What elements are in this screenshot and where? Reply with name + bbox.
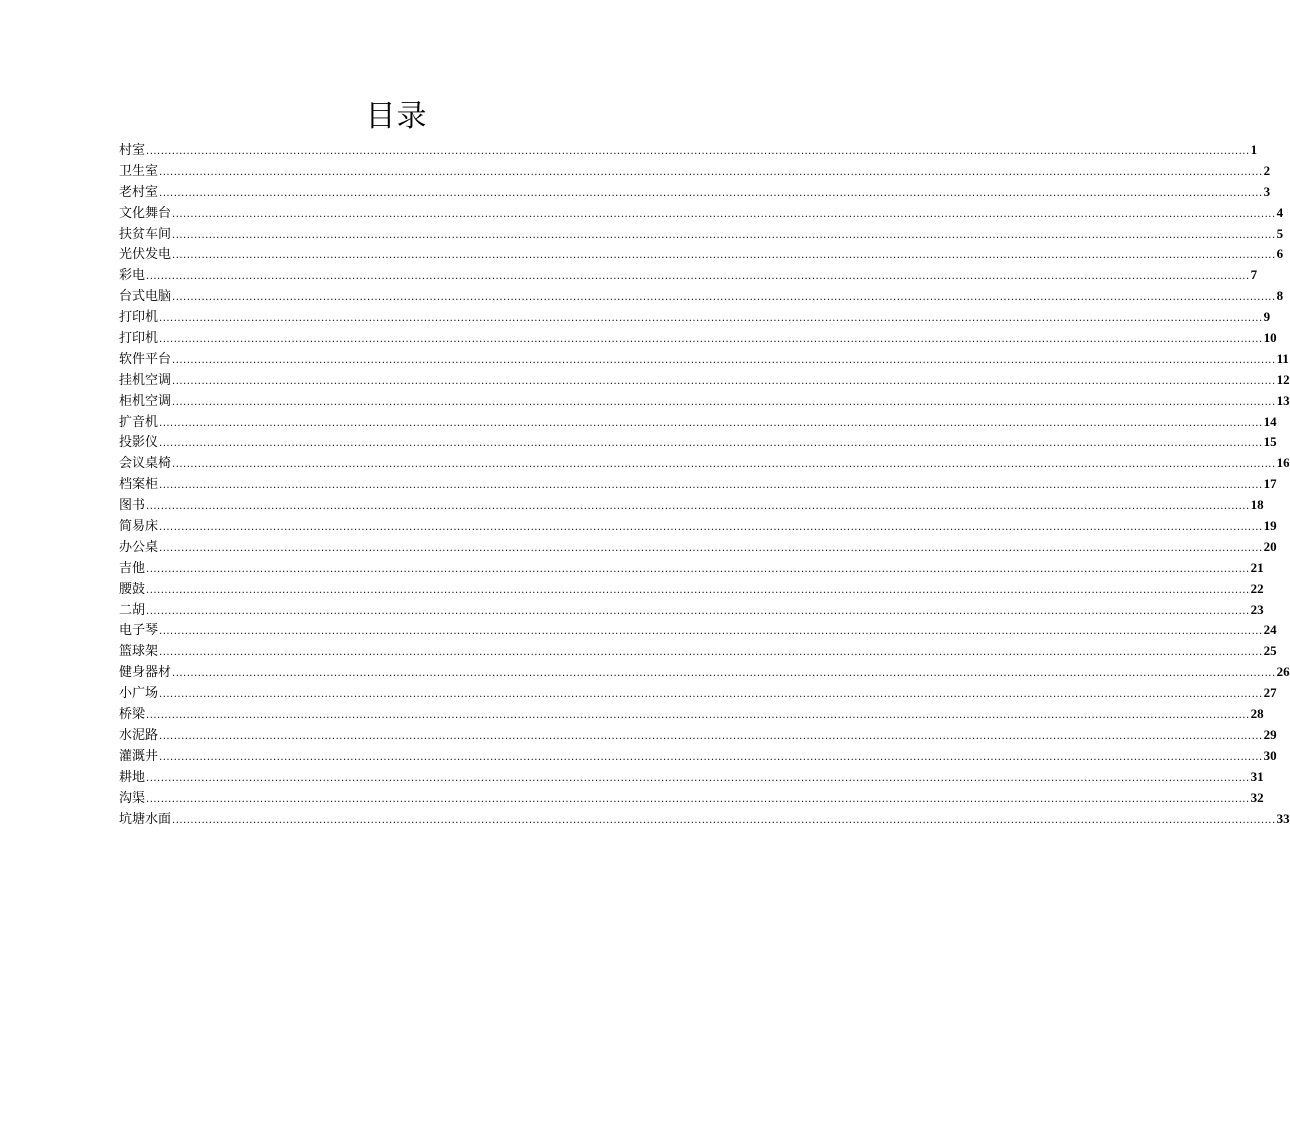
toc-entry-page-number: 19 xyxy=(1263,518,1277,534)
toc-entry-label: 健身器材 xyxy=(119,665,172,681)
toc-leader-dots: ............................................................................................................................................................................................................................................................................................................ xyxy=(146,146,1250,157)
toc-entry-label: 村室 xyxy=(119,143,146,158)
toc-entry[interactable] xyxy=(119,370,1290,391)
toc-entry-page-number: 13 xyxy=(1276,392,1290,408)
toc-entry[interactable] xyxy=(119,224,1284,245)
toc-entry[interactable] xyxy=(119,662,1290,683)
toc-leader-dots: ............................................................................................................................................................................................................................................................................................................ xyxy=(159,438,1263,450)
toc-entry-label: 投影仪 xyxy=(119,435,159,451)
toc-entry-page-number: 32 xyxy=(1250,789,1264,805)
toc-entry-page-number: 5 xyxy=(1276,225,1284,241)
toc-entry-page-number: 27 xyxy=(1263,685,1277,701)
toc-leader-dots: ............................................................................................................................................................................................................................................................................................................ xyxy=(159,166,1263,178)
toc-entry-page-number: 20 xyxy=(1263,538,1277,554)
toc-entry-label: 扶贫车间 xyxy=(119,226,172,242)
toc-leader-dots: ............................................................................................................................................................................................................................................................................................................ xyxy=(146,271,1250,283)
toc-entry-label: 沟渠 xyxy=(119,790,146,806)
toc-entry-label: 电子琴 xyxy=(119,623,159,639)
toc-entry-page-number: 31 xyxy=(1250,768,1264,784)
toc-entry-label: 办公桌 xyxy=(119,539,159,555)
toc-leader-dots: ............................................................................................................................................................................................................................................................................................................ xyxy=(146,772,1250,784)
toc-entry-label: 简易床 xyxy=(119,519,159,535)
toc-entry-label: 扩音机 xyxy=(119,414,159,430)
toc-entry-page-number: 4 xyxy=(1276,204,1284,220)
toc-entry-label: 打印机 xyxy=(119,310,159,326)
toc-entry[interactable] xyxy=(119,161,1271,182)
toc-entry[interactable] xyxy=(119,412,1277,433)
toc-entry-label: 光伏发电 xyxy=(119,247,172,263)
toc-entry-label: 吉他 xyxy=(119,560,146,576)
toc-entry-page-number: 24 xyxy=(1263,622,1277,638)
toc-entry-label: 水泥路 xyxy=(119,727,159,743)
toc-entry-page-number: 15 xyxy=(1263,434,1277,450)
toc-entry-page-number: 16 xyxy=(1276,455,1290,471)
toc-entry[interactable] xyxy=(119,495,1264,516)
toc-entry-label: 灌溉井 xyxy=(119,748,159,764)
toc-leader-dots: ............................................................................................................................................................................................................................................................................................................ xyxy=(159,626,1263,638)
toc-entry[interactable] xyxy=(119,203,1284,224)
toc-leader-dots: ............................................................................................................................................................................................................................................................................................................ xyxy=(172,668,1276,680)
toc-entry[interactable] xyxy=(119,746,1277,767)
toc-leader-dots: ............................................................................................................................................................................................................................................................................................................ xyxy=(159,313,1263,325)
toc-entry[interactable] xyxy=(119,265,1258,286)
toc-entry-label: 会议桌椅 xyxy=(119,456,172,472)
toc-leader-dots: ............................................................................................................................................................................................................................................................................................................ xyxy=(159,542,1263,554)
toc-leader-dots: ............................................................................................................................................................................................................................................................................................................ xyxy=(172,229,1276,241)
toc-entry[interactable] xyxy=(119,537,1277,558)
toc-entry-page-number: 12 xyxy=(1276,371,1290,387)
toc-leader-dots: ............................................................................................................................................................................................................................................................................................................ xyxy=(172,814,1276,826)
toc-entry-page-number: 3 xyxy=(1263,183,1271,199)
toc-entry-label: 图书 xyxy=(119,498,146,514)
toc-entry-label: 档案柜 xyxy=(119,477,159,493)
toc-entry[interactable] xyxy=(119,391,1290,412)
toc-entry[interactable] xyxy=(119,788,1264,809)
toc-entry[interactable] xyxy=(119,600,1264,621)
toc-leader-dots: ............................................................................................................................................................................................................................................................................................................ xyxy=(146,584,1250,596)
toc-entry-label: 文化舞台 xyxy=(119,205,172,221)
toc-entry[interactable] xyxy=(119,579,1264,600)
toc-leader-dots: ............................................................................................................................................................................................................................................................................................................ xyxy=(159,187,1263,199)
toc-entry[interactable] xyxy=(119,244,1284,265)
toc-leader-dots: ............................................................................................................................................................................................................................................................................................................ xyxy=(172,354,1276,366)
toc-entry-label: 耕地 xyxy=(119,769,146,785)
toc-entry[interactable] xyxy=(119,558,1264,579)
toc-entry-page-number: 25 xyxy=(1263,643,1277,659)
toc-leader-dots: ............................................................................................................................................................................................................................................................................................................ xyxy=(172,250,1276,262)
toc-entry-page-number: 10 xyxy=(1263,330,1277,346)
toc-entry-page-number: 2 xyxy=(1263,162,1271,178)
toc-entry[interactable] xyxy=(119,725,1277,746)
toc-leader-dots: ............................................................................................................................................................................................................................................................................................................ xyxy=(172,375,1276,387)
toc-leader-dots: ............................................................................................................................................................................................................................................................................................................ xyxy=(146,605,1250,617)
toc-entry-label: 软件平台 xyxy=(119,351,172,367)
toc-leader-dots: ............................................................................................................................................................................................................................................................................................................ xyxy=(172,396,1276,408)
toc-leader-dots: ............................................................................................................................................................................................................................................................................................................ xyxy=(159,647,1263,659)
toc-entry-page-number: 21 xyxy=(1250,559,1264,575)
toc-entry[interactable] xyxy=(119,349,1289,370)
toc-leader-dots: ............................................................................................................................................................................................................................................................................................................ xyxy=(172,459,1276,471)
toc-entry-label: 小广场 xyxy=(119,686,159,702)
toc-leader-dots: ............................................................................................................................................................................................................................................................................................................ xyxy=(172,208,1276,220)
toc-entry-label: 挂机空调 xyxy=(119,372,172,388)
toc-entry[interactable] xyxy=(119,704,1264,725)
toc-entry-label: 老村室 xyxy=(119,184,159,200)
toc-entry-label: 腰鼓 xyxy=(119,581,146,597)
toc-entry[interactable] xyxy=(119,516,1277,537)
toc-entry[interactable] xyxy=(119,767,1264,788)
toc-entry-page-number: 22 xyxy=(1250,580,1264,596)
toc-entry-page-number: 29 xyxy=(1263,726,1277,742)
toc-entry-label: 篮球架 xyxy=(119,644,159,660)
page-title: 目录 xyxy=(365,99,428,134)
toc-entry-page-number: 7 xyxy=(1250,267,1258,283)
toc-entry[interactable] xyxy=(119,641,1277,662)
toc-leader-dots: ............................................................................................................................................................................................................................................................................................................ xyxy=(159,480,1263,492)
toc-entry-label: 坑塘水面 xyxy=(119,811,172,827)
toc-leader-dots: ............................................................................................................................................................................................................................................................................................................ xyxy=(159,417,1263,429)
toc-leader-dots: ............................................................................................................................................................................................................................................................................................................ xyxy=(159,751,1263,763)
toc-entry-page-number: 6 xyxy=(1276,246,1284,262)
toc-leader-dots: ............................................................................................................................................................................................................................................................................................................ xyxy=(159,522,1263,534)
toc-entry-page-number: 33 xyxy=(1276,810,1290,826)
toc-entry[interactable] xyxy=(119,809,1290,830)
toc-entry[interactable] xyxy=(119,474,1277,495)
toc-entry-page-number: 18 xyxy=(1250,497,1264,513)
toc-entry[interactable] xyxy=(119,683,1277,704)
toc-entry-page-number: 30 xyxy=(1263,747,1277,763)
toc-leader-dots: ............................................................................................................................................................................................................................................................................................................ xyxy=(159,689,1263,701)
toc-leader-dots: ............................................................................................................................................................................................................................................................................................................ xyxy=(146,563,1250,575)
toc-entry-page-number: 28 xyxy=(1250,706,1264,722)
toc-entry[interactable] xyxy=(119,286,1284,307)
toc-entry[interactable] xyxy=(119,140,1258,161)
toc-entry-page-number: 17 xyxy=(1263,476,1277,492)
toc-entry-label: 二胡 xyxy=(119,602,146,618)
toc-leader-dots: ............................................................................................................................................................................................................................................................................................................ xyxy=(146,501,1250,513)
toc-entry-label: 彩电 xyxy=(119,268,146,284)
toc-entry-page-number: 14 xyxy=(1263,413,1277,429)
toc-entry-label: 卫生室 xyxy=(119,163,159,179)
toc-entry-page-number: 26 xyxy=(1276,664,1290,680)
toc-entry-page-number: 8 xyxy=(1276,288,1284,304)
toc-leader-dots: ............................................................................................................................................................................................................................................................................................................ xyxy=(159,334,1263,346)
toc-entry-label: 桥梁 xyxy=(119,707,146,723)
toc-leader-dots: ............................................................................................................................................................................................................................................................................................................ xyxy=(159,730,1263,742)
toc-leader-dots: ............................................................................................................................................................................................................................................................................................................ xyxy=(172,292,1276,304)
toc-entry[interactable] xyxy=(119,620,1277,641)
toc-entry-label: 柜机空调 xyxy=(119,393,172,409)
toc-entry[interactable] xyxy=(119,432,1277,453)
toc-entry-page-number: 23 xyxy=(1250,601,1264,617)
toc-entry-label: 打印机 xyxy=(119,331,159,347)
toc-entry[interactable] xyxy=(119,182,1271,203)
toc-entry[interactable] xyxy=(119,307,1271,328)
toc-entry-page-number: 9 xyxy=(1263,309,1271,325)
toc-leader-dots: ............................................................................................................................................................................................................................................................................................................ xyxy=(146,793,1250,805)
toc-entry-label: 台式电脑 xyxy=(119,289,172,305)
toc-leader-dots: ............................................................................................................................................................................................................................................................................................................ xyxy=(146,710,1250,722)
toc-entry-page-number: 11 xyxy=(1276,350,1289,366)
toc-entry-page-number: 1 xyxy=(1250,142,1258,157)
toc-entry[interactable] xyxy=(119,453,1290,474)
table-of-contents xyxy=(119,140,1290,829)
toc-entry[interactable] xyxy=(119,328,1277,349)
